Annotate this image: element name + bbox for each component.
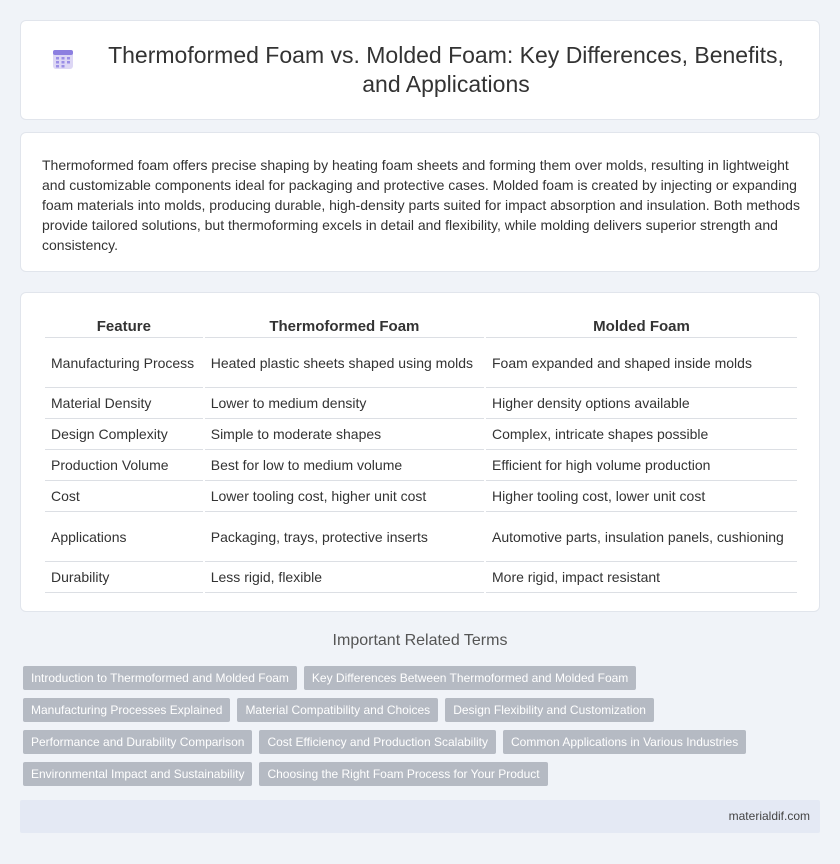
footer-site-name: materialdif.com	[728, 809, 810, 823]
related-term-link[interactable]: Performance and Durability Comparison	[23, 730, 252, 754]
feature-cell: Manufacturing Process	[45, 338, 203, 388]
feature-cell: Applications	[45, 512, 203, 562]
thermoformed-cell: Heated plastic sheets shaped using molds	[205, 338, 484, 388]
header-molded: Molded Foam	[486, 317, 797, 338]
thermoformed-cell: Simple to moderate shapes	[205, 419, 484, 450]
molded-cell: Automotive parts, insulation panels, cushioning	[486, 512, 797, 562]
related-term-link[interactable]: Cost Efficiency and Production Scalability	[259, 730, 496, 754]
intro-paragraph: Thermoformed foam offers precise shaping by heating foam sheets and forming them over molds, resulting in lightweight and customizable components ideal for packaging and protective cases. Molded foam is created by injecting or expanding foam materials into molds, producing durable, high-density parts suited for impact absorption and insulation. Both methods provide tailored solutions, but thermoforming excels in detail and flexibility, while molding delivers superior strength and consistency.	[42, 157, 800, 253]
feature-cell: Design Complexity	[45, 419, 203, 450]
table-row	[45, 338, 797, 388]
feature-cell: Material Density	[45, 388, 203, 419]
related-term-link[interactable]: Material Compatibility and Choices	[237, 698, 438, 722]
tag-row	[23, 730, 803, 754]
feature-cell: Production Volume	[45, 450, 203, 481]
related-term-link[interactable]: Manufacturing Processes Explained	[23, 698, 230, 722]
title-card	[20, 20, 820, 120]
table-row	[45, 388, 797, 419]
molded-cell: Higher tooling cost, lower unit cost	[486, 481, 797, 512]
header-thermoformed: Thermoformed Foam	[205, 317, 484, 338]
feature-cell: Durability	[45, 562, 203, 593]
table-header-row	[45, 317, 797, 338]
table-row	[45, 512, 797, 562]
header-feature: Feature	[45, 317, 203, 338]
related-term-link[interactable]: Design Flexibility and Customization	[445, 698, 654, 722]
comparison-table	[43, 317, 799, 593]
feature-cell: Cost	[45, 481, 203, 512]
comparison-card	[20, 292, 820, 612]
thermoformed-cell: Packaging, trays, protective inserts	[205, 512, 484, 562]
related-term-link[interactable]: Environmental Impact and Sustainability	[23, 762, 252, 786]
tag-row	[23, 698, 803, 722]
thermoformed-cell: Best for low to medium volume	[205, 450, 484, 481]
related-term-link[interactable]: Introduction to Thermoformed and Molded Foam	[23, 666, 297, 690]
molded-cell: Foam expanded and shaped inside molds	[486, 338, 797, 388]
table-row	[45, 481, 797, 512]
tag-row	[23, 762, 803, 786]
tag-row	[23, 666, 803, 690]
table-row	[45, 419, 797, 450]
table-row	[45, 562, 797, 593]
related-term-link[interactable]: Common Applications in Various Industries	[503, 730, 746, 754]
related-terms-list	[23, 666, 803, 794]
related-terms-heading: Important Related Terms	[332, 632, 508, 649]
molded-cell: More rigid, impact resistant	[486, 562, 797, 593]
thermoformed-cell: Lower to medium density	[205, 388, 484, 419]
molded-cell: Efficient for high volume production	[486, 450, 797, 481]
molded-cell: Complex, intricate shapes possible	[486, 419, 797, 450]
related-term-link[interactable]: Choosing the Right Foam Process for Your Product	[259, 762, 547, 786]
page-title: Thermoformed Foam vs. Molded Foam: Key Differences, Benefits, and Applications	[108, 42, 784, 97]
table-row	[45, 450, 797, 481]
footer	[20, 800, 820, 833]
related-term-link[interactable]: Key Differences Between Thermoformed and Molded Foam	[304, 666, 636, 690]
intro-card	[20, 132, 820, 272]
calendar-grid-icon	[51, 47, 75, 71]
thermoformed-cell: Lower tooling cost, higher unit cost	[205, 481, 484, 512]
molded-cell: Higher density options available	[486, 388, 797, 419]
thermoformed-cell: Less rigid, flexible	[205, 562, 484, 593]
